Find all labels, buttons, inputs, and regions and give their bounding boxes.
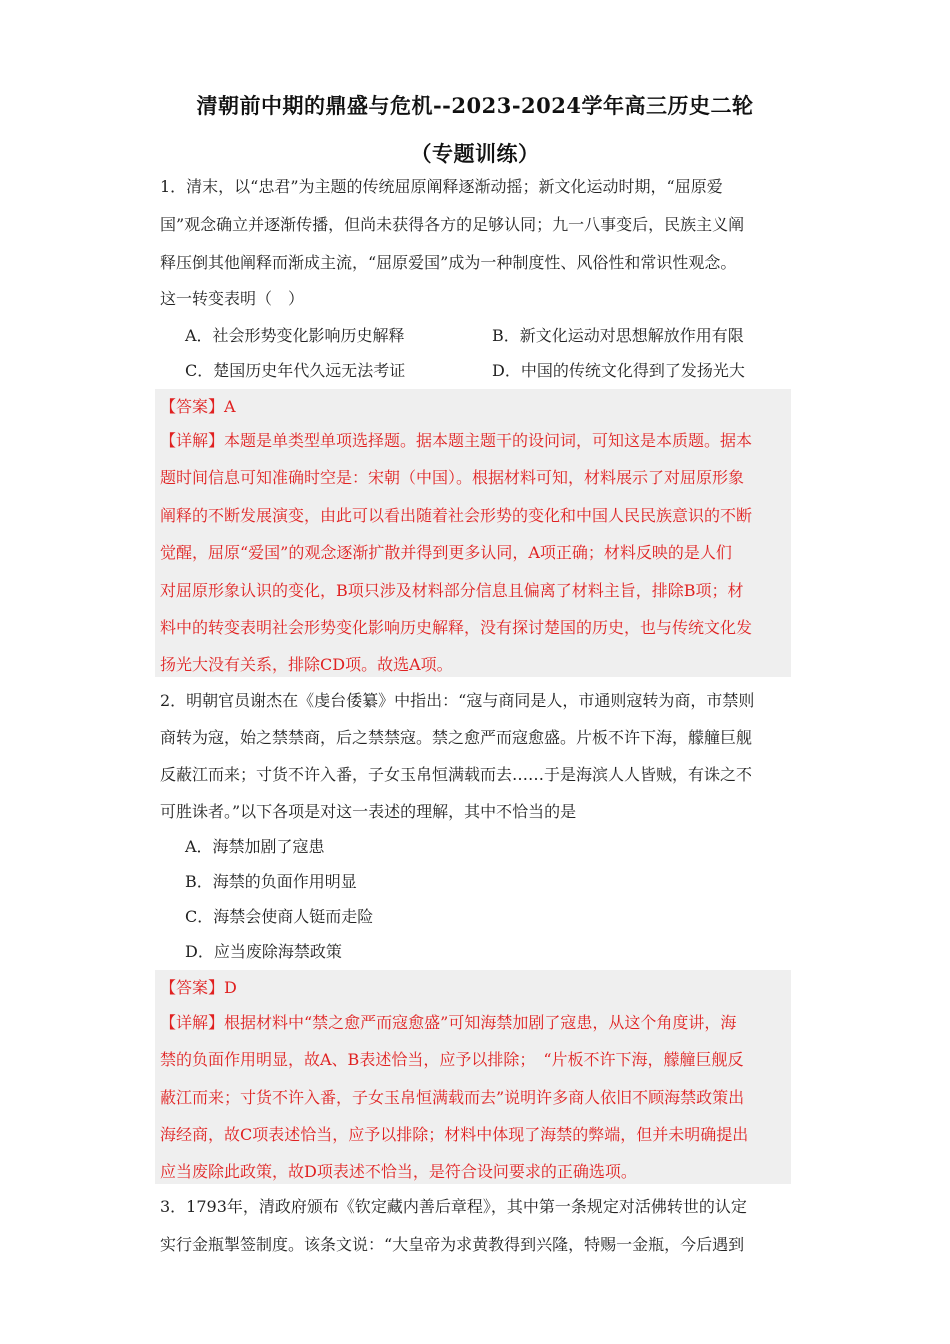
question-1-option-d: D．中国的传统文化得到了发扬光大: [492, 361, 745, 380]
answer-block-2: [155, 970, 791, 1184]
document-title: 清朝前中期的鼎盛与危机--2023-2024学年高三历史二轮: [196, 93, 754, 118]
explanation-1: 扬光大没有关系，排除CD项。故选A项。: [160, 655, 453, 674]
question-1-text: 1．清末，以“忠君”为主题的传统屈原阐释逐渐动摇；新文化运动时期，“屈原爱: [160, 177, 723, 196]
question-2-option-a: A．海禁加剧了寇患: [185, 837, 325, 856]
answer-2: 【答案】D: [160, 978, 237, 997]
question-2-option-c: C．海禁会使商人铤而走险: [185, 907, 374, 926]
question-3-text: 实行金瓶掣签制度。该条文说：“大皇帝为求黄教得到兴隆，特赐一金瓶，今后遇到: [160, 1235, 745, 1254]
explanation-2: 蔽江而来；寸货不许入番，子女玉帛恒满载而去”说明许多商人依旧不顾海禁政策出: [160, 1088, 745, 1107]
question-1-option-a: A．社会形势变化影响历史解释: [185, 326, 405, 345]
explanation-1: 【详解】本题是单类型单项选择题。据本题主题干的设问词，可知这是本质题。据本: [160, 431, 753, 450]
explanation-1: 阐释的不断发展演变，由此可以看出随着社会形势的变化和中国人民民族意识的不断: [160, 506, 753, 525]
question-1-text: 释压倒其他阐释而渐成主流，“屈原爱国”成为一种制度性、风俗性和常识性观念。: [160, 253, 737, 272]
explanation-2: 应当废除此政策，故D项表述不恰当，是符合设问要求的正确选项。: [160, 1162, 637, 1181]
question-1-text: 国”观念确立并逐渐传播，但尚未获得各方的足够认同；九一八事变后，民族主义阐: [160, 215, 745, 234]
explanation-1: 题时间信息可知准确时空是：宋朝（中国）。根据材料可知，材料展示了对屈原形象: [160, 468, 745, 487]
explanation-2: 【详解】根据材料中“禁之愈严而寇愈盛”可知海禁加剧了寇患，从这个角度讲，海: [160, 1013, 737, 1032]
document-subtitle: （专题训练）: [410, 141, 540, 166]
explanation-2: 海经商，故C项表述恰当，应予以排除；材料中体现了海禁的弊端，但并未明确提出: [160, 1125, 749, 1144]
question-2-text: 可胜诛者。”以下各项是对这一表述的理解，其中不恰当的是: [160, 802, 577, 821]
question-2-text: 2．明朝官员谢杰在《虔台倭纂》中指出：“寇与商同是人，市通则寇转为商，市禁则: [160, 691, 755, 710]
explanation-2: 禁的负面作用明显，故A、B表述恰当，应予以排除； “片板不许下海，艨艟巨舰反: [160, 1050, 744, 1069]
explanation-1: 料中的转变表明社会形势变化影响历史解释，没有探讨楚国的历史，也与传统文化发: [160, 618, 753, 637]
question-3-text: 3．1793年，清政府颁布《钦定藏内善后章程》，其中第一条规定对活佛转世的认定: [160, 1197, 747, 1216]
question-1-option-b: B．新文化运动对思想解放作用有限: [492, 326, 744, 345]
question-1-text: 这一转变表明（ ）: [160, 289, 305, 308]
question-2-option-d: D．应当废除海禁政策: [185, 942, 342, 961]
answer-1: 【答案】A: [160, 397, 236, 416]
question-2-text: 商转为寇，始之禁禁商，后之禁禁寇。禁之愈严而寇愈盛。片板不许下海，艨艟巨舰: [160, 728, 753, 747]
explanation-1: 对屈原形象认识的变化，B项只涉及材料部分信息且偏离了材料主旨，排除B项；材: [160, 581, 744, 600]
question-1-option-c: C．楚国历史年代久远无法考证: [185, 361, 406, 380]
question-2-option-b: B．海禁的负面作用明显: [185, 872, 357, 891]
question-2-text: 反蔽江而来；寸货不许入番，子女玉帛恒满载而去……于是海滨人人皆贼，有诛之不: [160, 765, 753, 784]
explanation-1: 觉醒，屈原“爱国”的观念逐渐扩散并得到更多认同，A项正确；材料反映的是人们: [160, 543, 732, 562]
